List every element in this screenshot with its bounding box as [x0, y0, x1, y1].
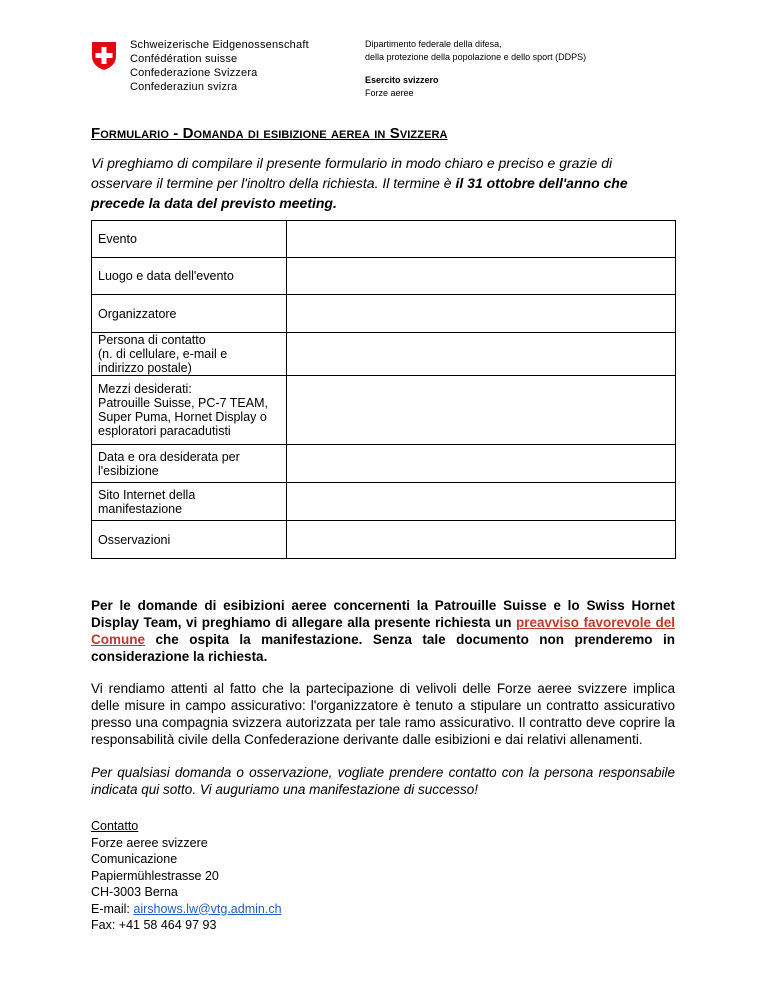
deadline-text: il 31 ottobre dell'anno che precede la data del previsto meeting.	[91, 175, 628, 211]
email-link[interactable]: airshows.lw@vtg.admin.ch	[133, 901, 282, 916]
intro-text: Vi preghiamo di compilare il presente formulario in modo chiaro e preciso e grazie di osservare il termine per l'inoltro della richiesta. Il termine è	[91, 155, 613, 191]
form-row	[92, 333, 676, 376]
intro-paragraph	[91, 153, 675, 213]
form-row	[92, 376, 676, 445]
form-row	[92, 483, 676, 521]
contact-line: Forze aeree svizzere	[91, 835, 208, 850]
request-form-table	[91, 220, 676, 559]
form-field-input[interactable]	[287, 521, 676, 559]
contact-heading: Contatto	[91, 819, 139, 833]
municipality-approval-link[interactable]: preavviso favorevole del Comune	[91, 615, 676, 647]
notice-text-before: Per le domande di esibizioni aeree concernenti la Patrouille Suisse e lo Swiss Hornet Display Team, vi preghiamo di allegare alla presente richiesta un	[91, 598, 675, 630]
confederation-line: Confederaziun svizra	[130, 81, 238, 93]
unit-name: Esercito svizzero	[365, 75, 439, 85]
form-field-label: Luogo e data dell'evento	[92, 258, 287, 295]
form-field-input[interactable]	[287, 258, 676, 295]
department-line: Dipartimento federale della difesa,	[365, 39, 502, 49]
form-row	[92, 258, 676, 295]
form-field-input[interactable]	[287, 333, 676, 376]
confederation-names	[130, 38, 309, 94]
contact-line: Papiermühlestrasse 20	[91, 868, 219, 883]
confederation-line: Confédération suisse	[130, 53, 238, 65]
contact-line: CH-3003 Berna	[91, 885, 178, 899]
document-header	[0, 0, 768, 110]
swiss-coat-of-arms-icon	[91, 41, 117, 71]
form-row	[92, 521, 676, 559]
form-field-label: Mezzi desiderati: Patrouille Suisse, PC-7 TEAM, Super Puma, Hornet Display o esploratori paracadutisti	[92, 376, 287, 445]
form-row	[92, 221, 676, 258]
email-label: E-mail:	[91, 901, 134, 916]
notice-text-after: che ospita la manifestazione. Senza tale documento non prenderemo in considerazione la richiesta.	[91, 632, 675, 664]
contact-line: Comunicazione	[91, 852, 178, 866]
subunit-name: Forze aeree	[365, 88, 414, 98]
notice-paragraph	[91, 597, 675, 665]
department-line: della protezione della popolazione e dello sport (DDPS)	[365, 52, 587, 62]
form-field-label: Data e ora desiderata per l'esibizione	[92, 445, 287, 483]
contact-fax: Fax: +41 58 464 97 93	[91, 918, 217, 932]
contact-email-line	[91, 901, 675, 918]
form-field-input[interactable]	[287, 483, 676, 521]
form-field-input[interactable]	[287, 295, 676, 333]
form-field-label: Osservazioni	[92, 521, 287, 559]
form-field-input[interactable]	[287, 221, 676, 258]
form-field-input[interactable]	[287, 445, 676, 483]
form-field-label: Organizzatore	[92, 295, 287, 333]
form-field-input[interactable]	[287, 376, 676, 445]
questions-paragraph: Per qualsiasi domanda o osservazione, vogliate prendere contatto con la persona responsabile indicata qui sotto. Vi auguriamo una manifestazione di successo!	[91, 765, 675, 797]
page-title: Formulario - Domanda di esibizione aerea in Svizzera	[91, 125, 448, 142]
confederation-line: Schweizerische Eidgenossenschaft	[130, 39, 309, 51]
department-block	[365, 38, 586, 100]
form-field-label: Sito Internet della manifestazione	[92, 483, 287, 521]
form-row	[92, 295, 676, 333]
contact-block	[91, 818, 675, 934]
confederation-line: Confederazione Svizzera	[130, 67, 258, 79]
insurance-paragraph: Vi rendiamo attenti al fatto che la partecipazione di velivoli delle Forze aeree svizzere implica delle misure in campo assicurativo: l'organizzatore è tenuto a stipulare un contratto assicurativo presso una compagnia svizzera autorizzata per tale ramo assicurativo. Il contratto deve coprire la responsabilità civile della Confederazione derivante dalle esibizioni e dai relativi allenamenti.	[91, 681, 675, 747]
form-field-label: Persona di contatto (n. di cellulare, e-mail e indirizzo postale)	[92, 333, 287, 376]
form-row	[92, 445, 676, 483]
form-field-label: Evento	[92, 221, 287, 258]
